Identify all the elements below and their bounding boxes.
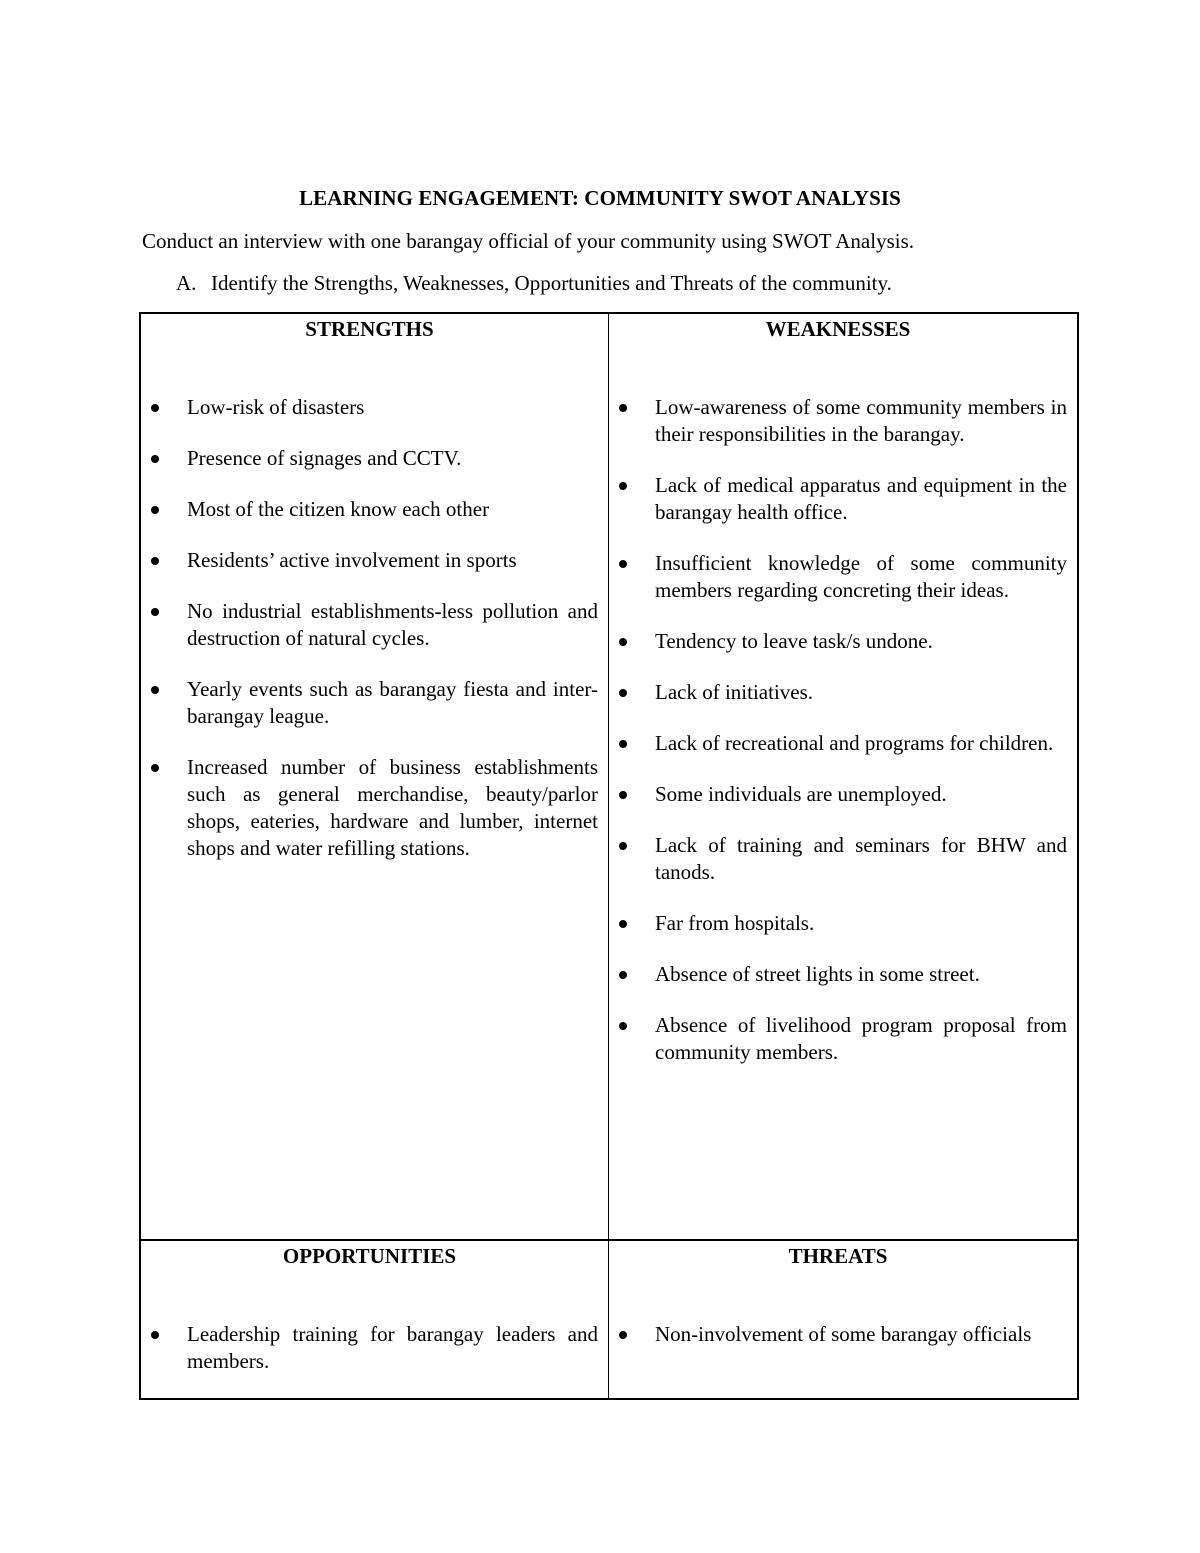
threats-list: [609, 1321, 1067, 1348]
sub-instruction-text: Identify the Strengths, Weaknesses, Opportunities and Threats of the community.: [211, 271, 892, 295]
list-item: Lack of recreational and programs for children.: [609, 730, 1067, 757]
list-item: Leadership training for barangay leaders and members.: [141, 1321, 598, 1375]
opportunities-heading: OPPORTUNITIES: [282, 1244, 457, 1268]
list-item: Insufficient knowledge of some community members regarding concreting their ideas.: [609, 550, 1067, 604]
list-item: Some individuals are unemployed.: [609, 781, 1067, 808]
list-item: Low-risk of disasters: [141, 394, 598, 421]
list-item: Residents’ active involvement in sports: [141, 547, 598, 574]
list-item: Lack of initiatives.: [609, 679, 1067, 706]
list-item: Presence of signages and CCTV.: [141, 445, 598, 472]
list-item: No industrial establishments-less pollution and destruction of natural cycles.: [141, 598, 598, 652]
list-item: Non-involvement of some barangay officials: [609, 1321, 1067, 1348]
strengths-heading: STRENGTHS: [305, 317, 434, 341]
instruction-text: Conduct an interview with one barangay official of your community using SWOT Analysis.: [142, 229, 915, 253]
sub-instruction: [176, 271, 892, 296]
strengths-cell: [141, 314, 609, 1239]
list-item: Absence of livelihood program proposal from community members.: [609, 1012, 1067, 1066]
opportunities-cell: [141, 1241, 609, 1398]
swot-row-bottom: [141, 1239, 1077, 1398]
list-letter: A.: [176, 271, 197, 295]
list-item: Yearly events such as barangay fiesta and inter-barangay league.: [141, 676, 598, 730]
swot-row-top: [141, 314, 1077, 1239]
weaknesses-cell: [609, 314, 1077, 1239]
list-item: Increased number of business establishments such as general merchandise, beauty/parlor shops, eateries, hardware and lumber, internet shops and water refilling stations.: [141, 754, 598, 862]
page-title: LEARNING ENGAGEMENT: COMMUNITY SWOT ANALYSIS: [299, 186, 901, 210]
list-item: Far from hospitals.: [609, 910, 1067, 937]
weaknesses-list: [609, 394, 1067, 1066]
list-item: Lack of training and seminars for BHW and tanods.: [609, 832, 1067, 886]
threats-heading: THREATS: [788, 1244, 888, 1268]
threats-cell: [609, 1241, 1077, 1398]
list-item: Absence of street lights in some street.: [609, 961, 1067, 988]
strengths-list: [141, 394, 598, 862]
list-item: Tendency to leave task/s undone.: [609, 628, 1067, 655]
weaknesses-heading: WEAKNESSES: [765, 317, 911, 341]
list-item: Most of the citizen know each other: [141, 496, 598, 523]
opportunities-list: [141, 1321, 598, 1375]
swot-table: [139, 312, 1079, 1400]
list-item: Lack of medical apparatus and equipment in the barangay health office.: [609, 472, 1067, 526]
list-item: Low-awareness of some community members in their responsibilities in the barangay.: [609, 394, 1067, 448]
